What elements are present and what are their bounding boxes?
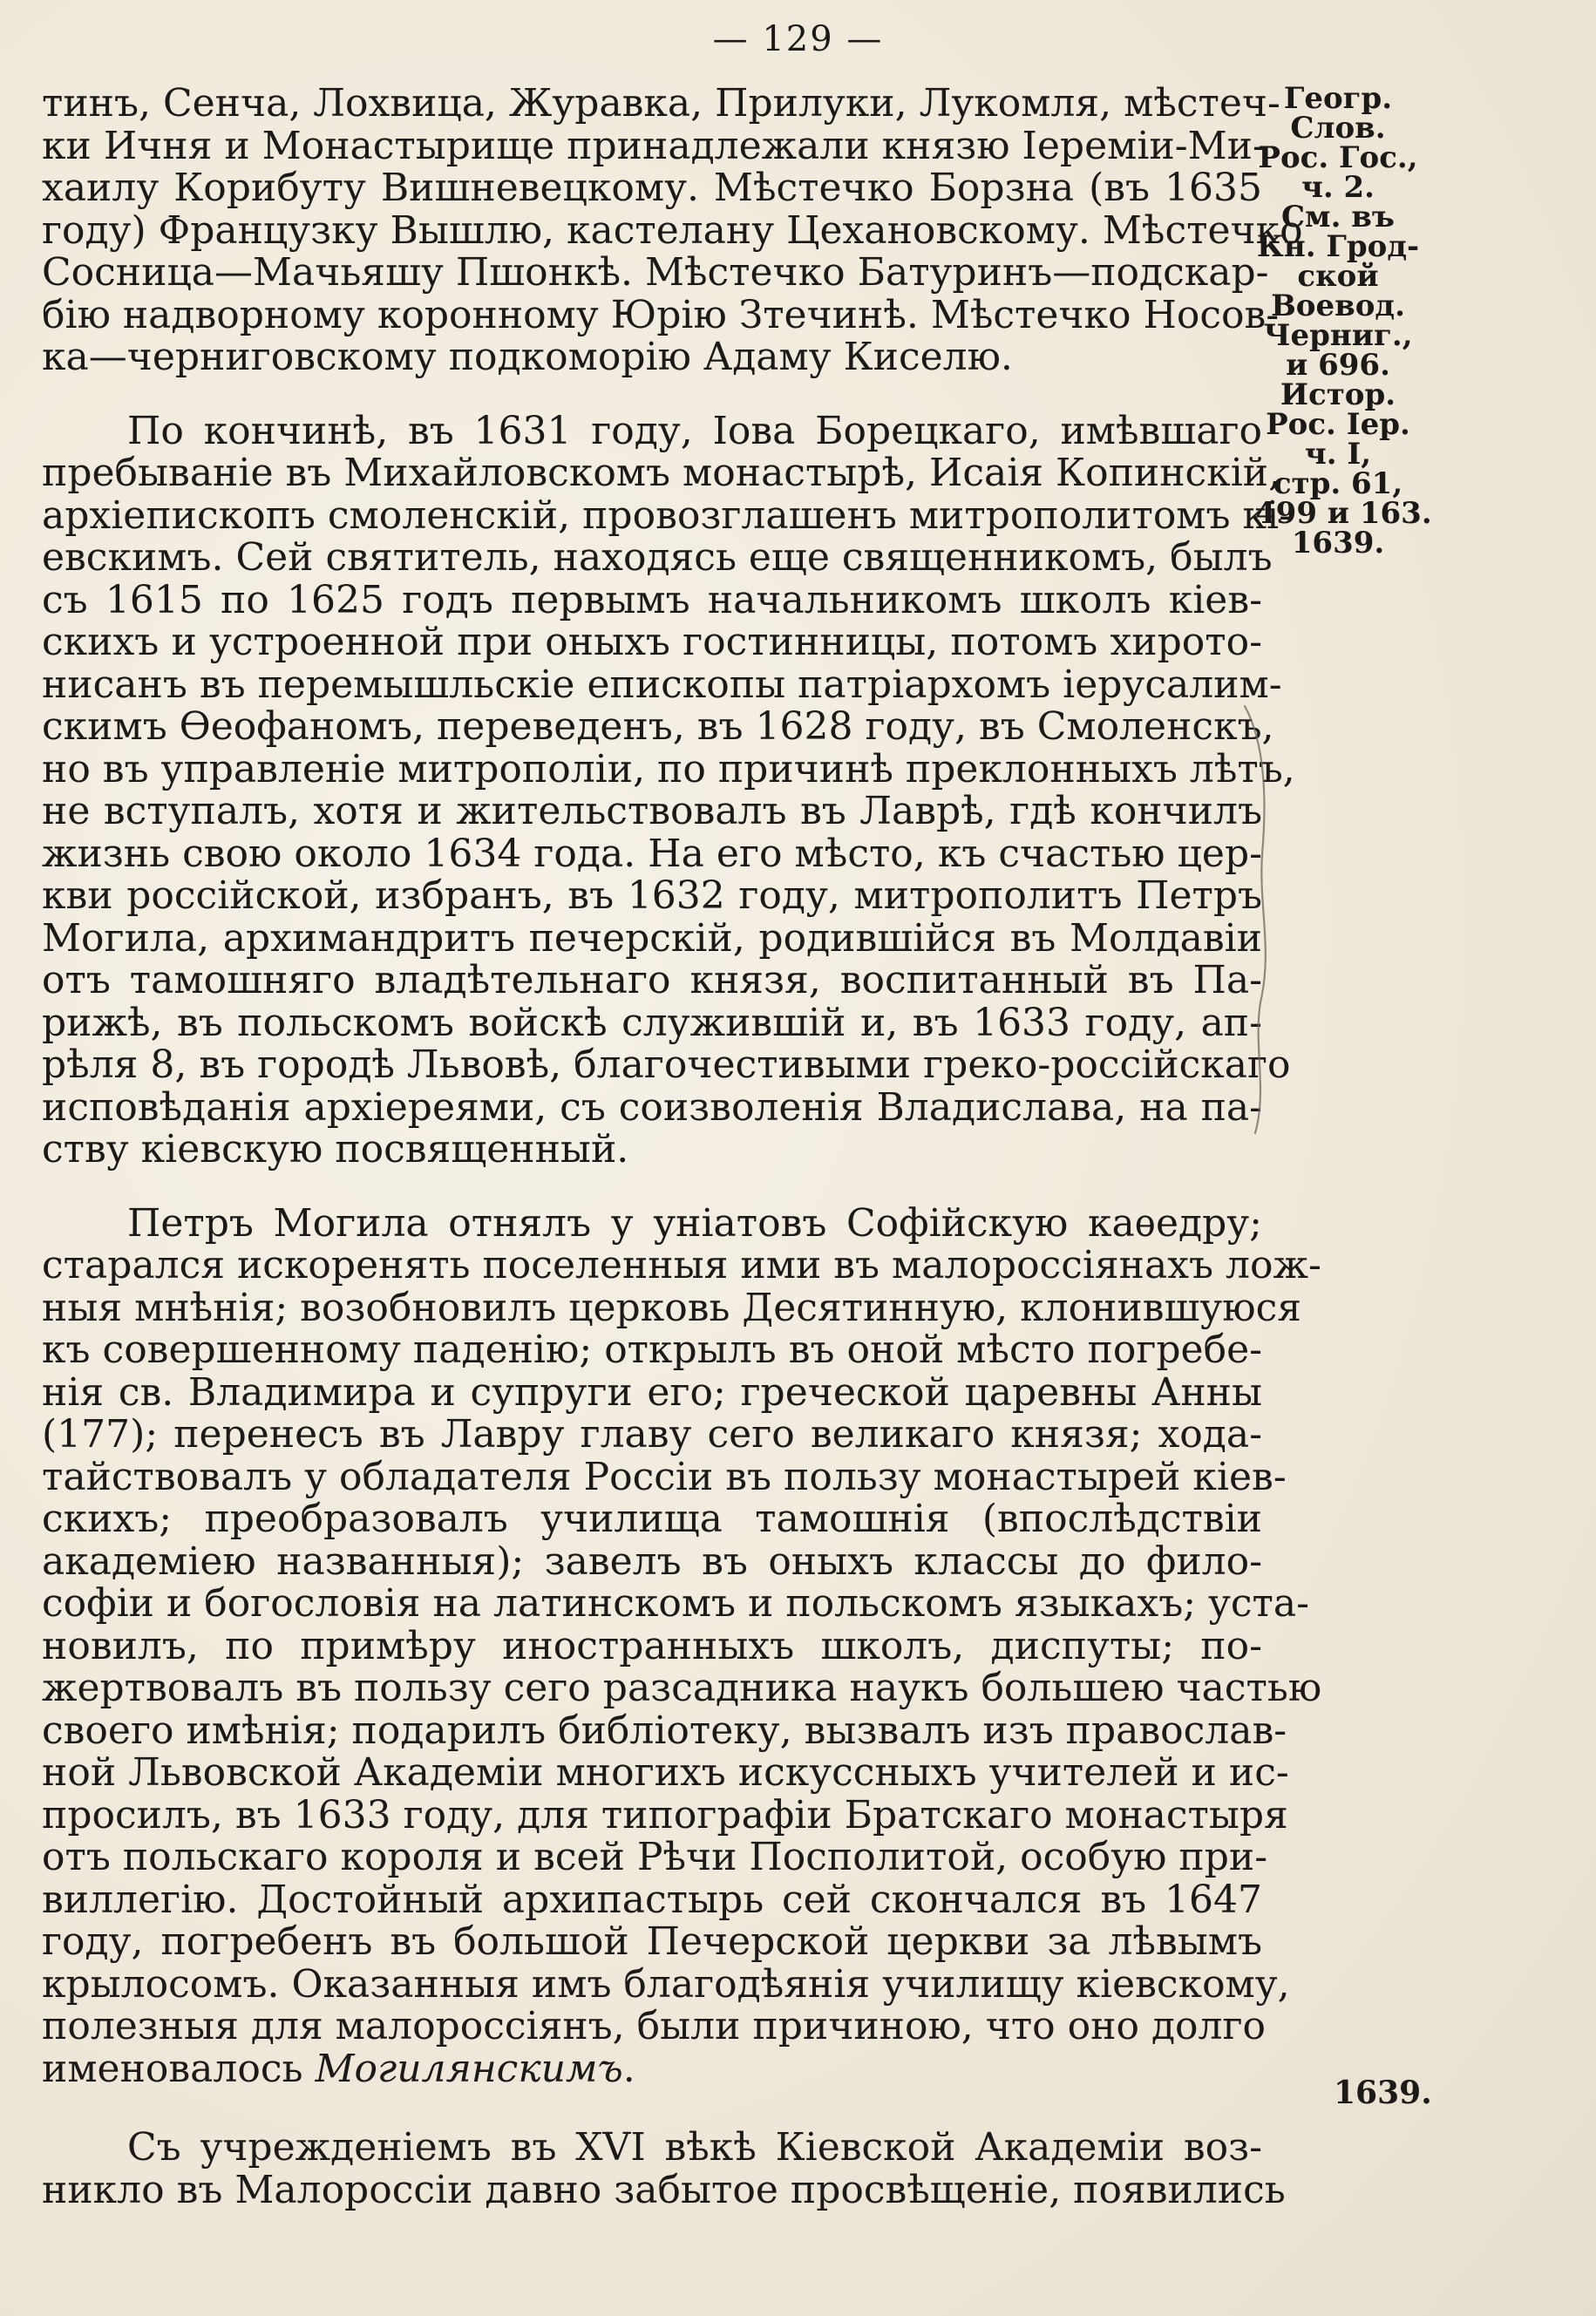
- text-line: отъ польскаго короля и всей Рѣчи Посполитой, особую при-: [42, 1835, 1268, 1879]
- margin-note-line: 499 и 163.: [1255, 496, 1432, 531]
- paragraph-gap: [42, 2090, 1262, 2127]
- text-line: исповѣданія архіереями, съ соизволенія Владислава, на па-: [42, 1084, 1262, 1130]
- text-line-last: [42, 2048, 1262, 2091]
- margin-note-line: Воевод.: [1271, 289, 1405, 323]
- margin-note-line: Рос. Іер.: [1266, 407, 1410, 442]
- text-line: съ 1615 по 1625 годъ первымъ начальникомъ школъ кіев-: [42, 577, 1262, 622]
- text-line: году, погребенъ въ большой Печерской церкви за лѣвымъ: [42, 1919, 1262, 1964]
- text-line: (177); перенесъ въ Лавру главу сего великаго князя; хода-: [42, 1412, 1262, 1457]
- text-line: крылосомъ. Оказанныя имъ благодѣянія училищу кіевскому,: [42, 1961, 1290, 2007]
- margin-note-line: Кн. Грод-: [1256, 229, 1420, 264]
- paragraph: [42, 408, 1295, 1172]
- text-line: полезныя для малороссіянъ, были причиною, что оно долго: [42, 2004, 1267, 2048]
- main-text: [42, 81, 1322, 2212]
- text-line: нія св. Владимира и супруги его; греческой царевны Анны: [42, 1369, 1262, 1415]
- text-line: году) Французку Вышлю, кастелану Цехановскому. Мѣстечко: [42, 207, 1303, 253]
- text-line: академіею названныя); завелъ въ оныхъ классы до фило-: [42, 1538, 1262, 1584]
- text-line: хаилу Корибуту Вишневецкому. Мѣстечко Борзна (въ 1635: [42, 166, 1262, 210]
- pencil-bracket-mark: [1238, 689, 1290, 1142]
- text-line: кви россійской, избранъ, въ 1632 году, митрополитъ Петръ: [42, 873, 1262, 918]
- margin-note-line: Геогр.: [1283, 81, 1393, 116]
- text-line: старался искоренять поселенныя ими въ малороссіянахъ лож-: [42, 1243, 1321, 1287]
- text-line: ной Львовской Академіи многихъ искуссныхъ учителей и ис-: [42, 1750, 1289, 1795]
- text-line: къ совершенному паденію; открылъ въ оной мѣсто погребе-: [42, 1328, 1262, 1372]
- text-line: евскимъ. Сей святитель, находясь еще священникомъ, былъ: [42, 535, 1273, 580]
- text-line: По кончинѣ, въ 1631 году, Іова Борецкаго, имѣвшаго: [127, 408, 1262, 453]
- text-line: Петръ Могила отнялъ у уніатовъ Софійскую каѳедру;: [127, 1200, 1262, 1246]
- text-line: ки Ичня и Монастырище принадлежали князю Іереміи-Ми-: [42, 123, 1266, 168]
- text-line: не вступалъ, хотя и жительствовалъ въ Лаврѣ, гдѣ кончилъ: [42, 789, 1262, 833]
- text-fragment: именовалось: [42, 2046, 316, 2091]
- margin-note-line: ч. 2.: [1301, 170, 1375, 205]
- text-line: архіепископъ смоленскій, провозглашенъ митрополитомъ кі-: [42, 492, 1292, 538]
- text-line: рижѣ, въ польскомъ войскѣ служившій и, въ 1633 году, ап-: [42, 1000, 1262, 1045]
- margin-notes: [1255, 81, 1432, 560]
- text-line: Могила, архимандритъ печерскій, родившійся въ Молдавіи: [42, 915, 1262, 961]
- text-line: жертвовалъ въ пользу сего разсадника наукъ большею частью: [42, 1666, 1322, 1710]
- text-line: жизнь свою около 1634 года. На его мѣсто, къ счастью цер-: [42, 831, 1262, 876]
- text-line: скимъ Ѳеофаномъ, переведенъ, въ 1628 году, въ Смоленскъ,: [42, 704, 1274, 749]
- margin-year: 1639.: [1334, 2075, 1432, 2111]
- text-line: своего имѣнія; подарилъ библіотеку, вызвалъ изъ православ-: [42, 1708, 1287, 1753]
- paragraph-gap: [42, 379, 1262, 411]
- margin-note-line: ч. I,: [1304, 437, 1372, 472]
- text-line: софіи и богословія на латинскомъ и польскомъ языкахъ; уста-: [42, 1581, 1309, 1626]
- text-line: скихъ; преобразовалъ училища тамошнія (впослѣдствіи: [42, 1497, 1262, 1541]
- text-line: виллегію. Достойный архипастырь сей скончался въ 1647: [42, 1877, 1262, 1922]
- text-line: скихъ и устроенной при оныхъ гостинницы, потомъ хирото-: [42, 620, 1262, 664]
- paragraph-gap: [42, 1172, 1262, 1203]
- text-fragment: .: [622, 2046, 635, 2091]
- page-number: — 129 —: [712, 19, 884, 59]
- margin-note-line: стр. 61,: [1273, 466, 1403, 501]
- text-line: отъ тамошняго владѣтельнаго князя, воспитанный въ Па-: [42, 958, 1262, 1002]
- text-line: Съ учрежденіемъ въ XVI вѣкѣ Кіевской Академіи воз-: [127, 2125, 1262, 2170]
- text-line: ныя мнѣнія; возобновилъ церковь Десятинную, клонившуюся: [42, 1285, 1301, 1330]
- text-line: Сосница—Мачьяшу Пшонкѣ. Мѣстечко Батуринъ—подскар-: [42, 250, 1269, 295]
- text-line: ству кіевскую посвященный.: [42, 1127, 629, 1172]
- text-line: никло въ Малороссіи давно забытое просвѣщеніе, появились: [42, 2167, 1286, 2212]
- text-line: тайствовалъ у обладателя Россіи въ пользу монастырей кіев-: [42, 1454, 1287, 1499]
- text-line: новилъ, по примѣру иностранныхъ школъ, диспуты; по-: [42, 1623, 1262, 1668]
- margin-note-line: ской: [1297, 259, 1379, 294]
- text-line: рѣля 8, въ городѣ Львовѣ, благочестивыми греко-россійскаго: [42, 1043, 1291, 1087]
- margin-note-line: Слов.: [1290, 111, 1386, 146]
- text-line: бію надворному коронному Юрію Зтечинѣ. Мѣстечко Носов-: [42, 292, 1280, 337]
- paragraph: [42, 81, 1303, 379]
- italic-term: Могилянскимъ: [315, 2046, 623, 2091]
- text-line: пребываніе въ Михайловскомъ монастырѣ, Исаія Копинскій,: [42, 451, 1281, 495]
- margin-note-line: 1639.: [1291, 526, 1385, 560]
- paragraph: [42, 2125, 1286, 2212]
- margin-note-line: Истор.: [1280, 377, 1396, 412]
- margin-note-line: Черниг.,: [1263, 318, 1413, 353]
- margin-note-line: Рос. Гос.,: [1258, 140, 1418, 175]
- text-line: ка—черниговскому подкоморію Адаму Киселю.: [42, 335, 1013, 379]
- text-line: просилъ, въ 1633 году, для типографіи Братскаго монастыря: [42, 1792, 1288, 1837]
- text-line: тинъ, Сенча, Лохвица, Журавка, Прилуки, Лукомля, мѣстеч-: [42, 81, 1280, 126]
- text-line: нисанъ въ перемышльскіе епископы патріархомъ іерусалим-: [42, 662, 1282, 707]
- text-line: но въ управленіе митрополіи, по причинѣ преклонныхъ лѣтъ,: [42, 746, 1295, 791]
- paragraph: [42, 1200, 1322, 2091]
- margin-note-line: См. въ: [1281, 200, 1395, 234]
- margin-note-line: и 696.: [1286, 348, 1390, 383]
